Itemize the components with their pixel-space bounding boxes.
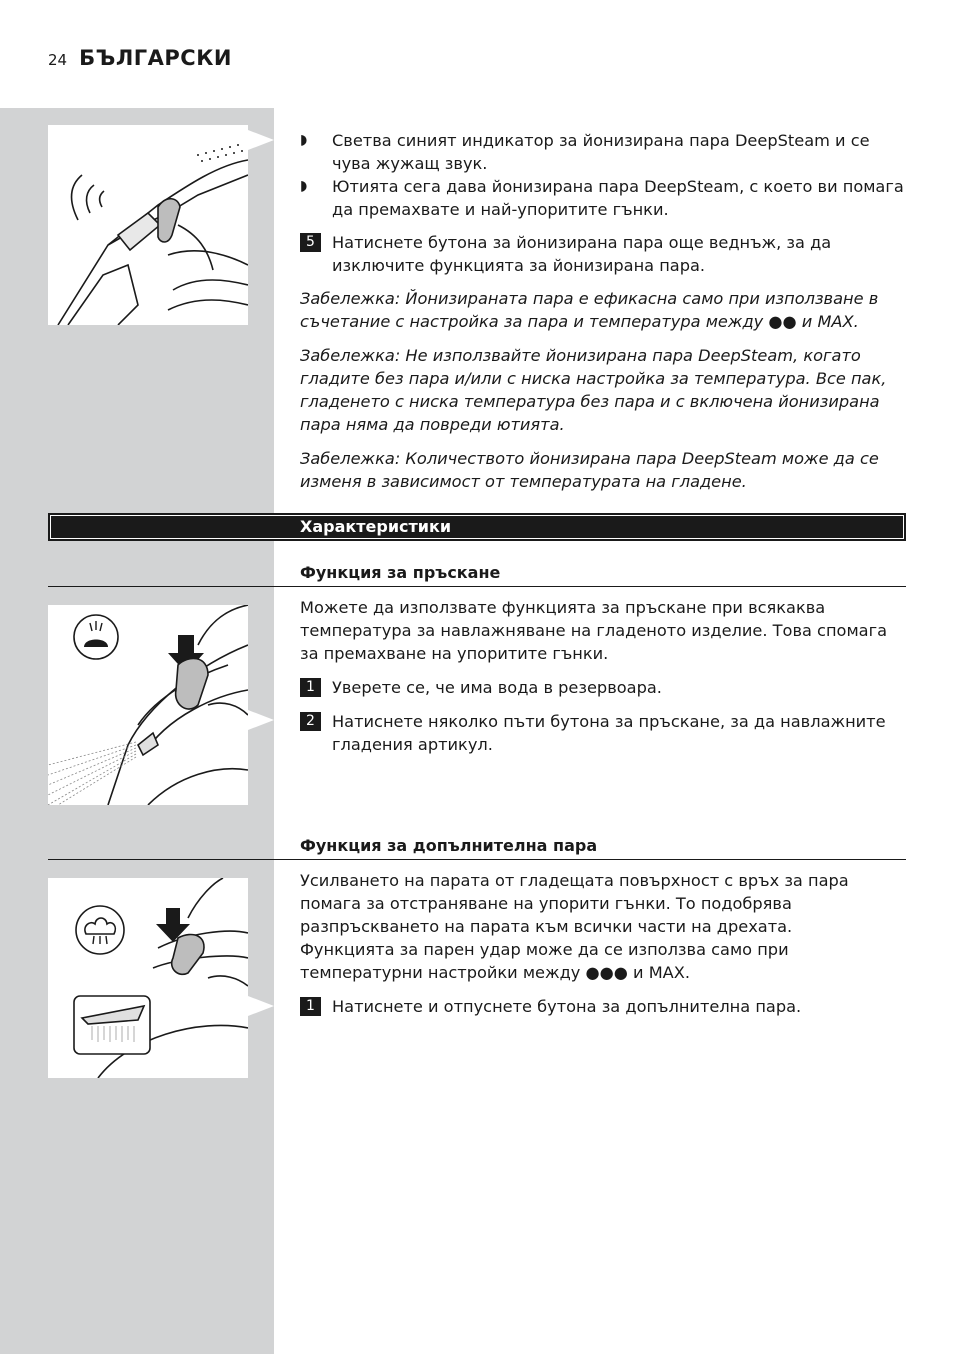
section-header-bar: [48, 513, 906, 541]
figure-pointer: [248, 130, 274, 150]
step-item: [300, 710, 906, 756]
page-number: 24: [48, 51, 68, 69]
bullet-text: Ютията сега дава йонизирана пара DeepSteam, с което ви помага да премахвате и най-упоритите гънки.: [332, 177, 904, 219]
result-bullet: [300, 129, 906, 175]
step-number: 5: [300, 233, 321, 252]
sound-wave-icon: [72, 175, 82, 220]
spray-description: Можете да използвате функцията за пръскане при всякаква температура за навлажняване на гладеното изделие. Това спомага за премахване на упоритите гънки.: [300, 598, 887, 663]
bullet-icon: ◗: [300, 132, 308, 148]
step-number: 1: [300, 678, 321, 697]
iron-ionic-steam-drawing: [48, 125, 248, 325]
note-text: Забележка: Не използвайте йонизирана пара DeepSteam, когато гладите без пара и/или с ниска настройка за температура. Все пак, гладенето с ниска температура без пара и с включена йонизирана пара няма да повреди ютията.: [300, 346, 887, 434]
note-text: Забележка: Йонизираната пара е ефикасна само при използване в съчетание с настройка за пара и температура между ●● и MAX.: [300, 289, 879, 331]
note-text: Забележка: Количеството йонизирана пара DeepSteam може да се изменя в зависимост от температурата на гладене.: [300, 449, 879, 491]
spray-heading: Функция за пръскане: [300, 563, 501, 582]
shot-heading: Функция за допълнителна пара: [300, 836, 598, 855]
steam-boost-illustration: [48, 878, 248, 1078]
step-number: 2: [300, 712, 321, 731]
spray-illustration: [48, 605, 248, 805]
step-text: Натиснете бутона за йонизирана пара още веднъж, за да изключите функцията за йонизирана пара.: [332, 233, 832, 275]
steam-cloud-icon: [76, 906, 124, 954]
step-item: [300, 676, 906, 699]
bullet-icon: ◗: [300, 178, 308, 194]
spray-drawing: [48, 605, 248, 805]
heading-rule: [48, 859, 906, 860]
step-number: 1: [300, 997, 321, 1016]
shot-description: Усилването на парата от гладещата повърхност с връх за пара помага за отстраняване на упорити гънки. То подобрява разпръскването на парата към всички части на дрехата.: [300, 871, 849, 936]
language-title: БЪЛГАРСКИ: [79, 46, 232, 70]
figure-pointer: [248, 996, 274, 1016]
shot-description: Функцията за парен удар може да се използва само при температурни настройки между ●●● и MAX.: [300, 940, 789, 982]
heading-rule: [48, 586, 906, 587]
step-text: Натиснете няколко пъти бутона за пръскане, за да навлажните гладения артикул.: [332, 712, 886, 754]
step-text: Натиснете и отпуснете бутона за допълнителна пара.: [332, 997, 802, 1016]
figure-pointer: [248, 710, 274, 730]
result-bullet: [300, 175, 906, 221]
shot-text: [300, 869, 906, 1018]
iron-ionic-steam-illustration: [48, 125, 248, 325]
bullet-text: Светва синият индикатор за йонизирана пара DeepSteam и се чува жужащ звук.: [332, 131, 870, 173]
step-text: Уверете се, че има вода в резервоара.: [332, 678, 662, 697]
intro-text: [300, 129, 906, 493]
section-title: Характеристики: [300, 517, 452, 536]
steam-boost-drawing: [48, 878, 248, 1078]
step-item: [300, 995, 906, 1018]
page-header: [48, 46, 232, 76]
step-item: [300, 231, 906, 277]
spray-text: [300, 596, 906, 756]
soleplate-inset: [74, 996, 150, 1054]
